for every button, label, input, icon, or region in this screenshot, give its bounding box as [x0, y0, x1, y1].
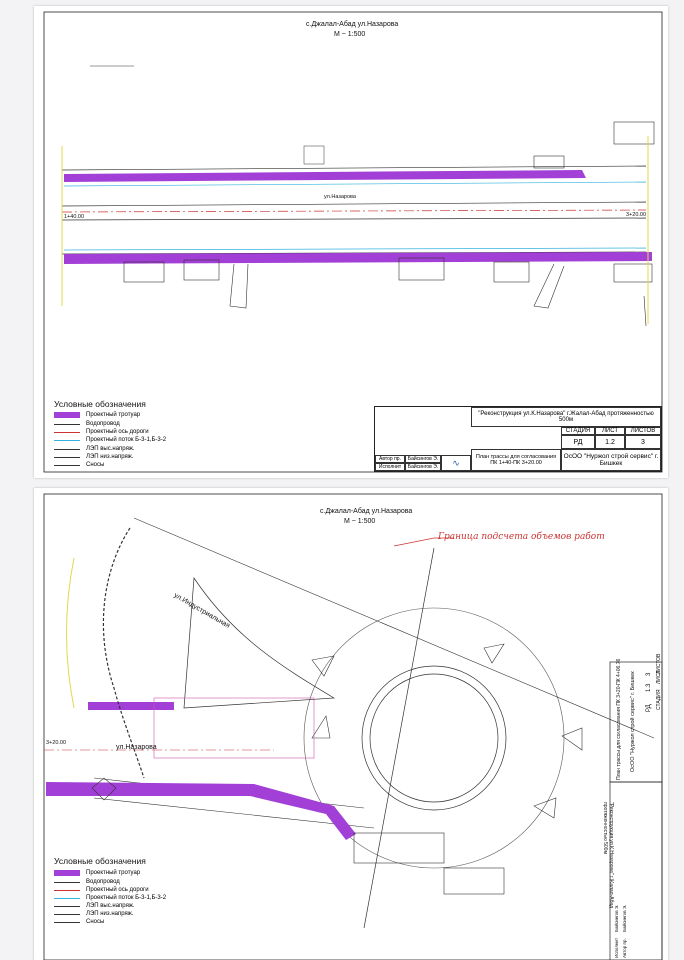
legend-label: Проектный поток Б-3-1,Б-3-2	[86, 437, 167, 443]
tb-drawing: План трассы для согласования ПК 3+20-ПК 4+06.76	[616, 658, 622, 780]
tb-project: "Реконструкция ул.К.Назарова" г.Жалал-Абад протяженностью 500м	[471, 407, 661, 427]
legend-label: Проектный тротуар	[86, 412, 141, 418]
legend-swatch	[54, 412, 80, 418]
legend-swatch	[54, 465, 80, 466]
legend-swatch	[54, 424, 80, 425]
tb-author-name: Байсингов Э.	[622, 904, 627, 932]
legend-swatch	[54, 890, 80, 891]
legend-title: Условные обозначения	[54, 856, 146, 866]
legend-swatch	[54, 440, 80, 441]
street-label: ул.Назарова	[324, 194, 356, 200]
station-start: 1+40.00	[64, 214, 85, 220]
legend-swatch	[54, 432, 80, 433]
tb-executor-role: Исполнит	[614, 937, 619, 958]
legend-item	[54, 870, 140, 876]
tb-company: ОсОО "Нуржол строй сервис" г. Бишкек	[630, 671, 636, 772]
street-label-2: ул.Индустриальная	[172, 592, 231, 630]
legend-label: Сносы	[86, 462, 105, 468]
legend-item	[54, 437, 166, 443]
legend-item	[54, 903, 135, 909]
tb-executor-name: Байсингов Э.	[405, 463, 441, 471]
tb-sheet: 1.3	[646, 683, 652, 692]
legend-label: ЛЭП низ.напряж.	[86, 454, 134, 460]
station-end: 3+20.00	[626, 212, 647, 218]
legend-item	[54, 429, 149, 435]
legend-swatch	[54, 922, 80, 923]
legend-swatch	[54, 870, 80, 876]
legend-swatch	[54, 906, 80, 907]
legend-item	[54, 895, 166, 901]
legend-item	[54, 421, 120, 427]
tb-sheets-header: ЛИСТОВ	[625, 427, 661, 435]
legend-label: Водопровод	[86, 421, 120, 427]
legend-label: Проектный ось дороги	[86, 887, 149, 893]
legend-label: ЛЭП низ.напряж.	[86, 911, 134, 917]
tb-stage-header: СТАДИЯ	[561, 427, 595, 435]
tb-sheets: 3	[625, 435, 661, 449]
station: 3+20.00	[46, 740, 67, 746]
tb-project: "Реконструкция ул.К.Назарова" г.Жалал-Абад протяженностью 500м	[602, 802, 614, 909]
legend-swatch	[54, 898, 80, 899]
legend-label: Сносы	[86, 919, 105, 925]
tb-stage-header: СТАДИЯ	[656, 689, 662, 710]
tb-executor-name: Байсингов Э.	[614, 904, 619, 932]
drawing-sheet-2	[34, 488, 668, 960]
tb-stage: РД	[561, 435, 595, 449]
tb-author-role: Автор пр.	[375, 455, 405, 463]
signature-image: ∿	[441, 455, 471, 471]
tb-author-role: Автор пр.	[622, 938, 627, 958]
legend-label: Водопровод	[86, 879, 120, 885]
legend-item	[54, 887, 149, 893]
legend-label: Проектный тротуар	[86, 870, 141, 876]
title-block	[374, 406, 662, 472]
legend-item	[54, 446, 135, 452]
legend-label: Проектный поток Б-3-1,Б-3-2	[86, 895, 167, 901]
tb-stage: РД	[646, 704, 652, 712]
title-block-rotated	[602, 653, 662, 960]
boundary-note: Граница подсчета объемов работ	[438, 532, 605, 542]
tb-sheet-header: ЛИСТ	[595, 427, 625, 435]
legend-swatch	[54, 449, 80, 450]
tb-sheet: 1.2	[595, 435, 625, 449]
legend-swatch	[54, 882, 80, 883]
legend-label: ЛЭП выс.напряж.	[86, 903, 135, 909]
legend-item	[54, 454, 133, 460]
tb-company: ОсОО "Нуржол строй сервис" г. Бишкек	[561, 449, 661, 471]
legend-item	[54, 919, 104, 925]
drawing-sheet-1	[34, 6, 668, 478]
header-line1: с.Джалал-Абад ул.Назарова	[320, 508, 413, 515]
legend-title: Условные обозначения	[54, 399, 146, 409]
tb-author-name: Байсингов Э.	[405, 455, 441, 463]
header-line1: с.Джалал-Абад ул.Назарова	[306, 21, 399, 28]
tb-drawing: План трассы для согласования ПК 1+40-ПК 3+20.00	[471, 449, 561, 471]
tb-sheets-header: ЛИСТОВ	[656, 653, 662, 674]
legend-item	[54, 412, 140, 418]
legend-item	[54, 911, 133, 917]
legend-item	[54, 462, 104, 468]
header-line2: М ~ 1:500	[344, 518, 376, 525]
legend-label: ЛЭП выс.напряж.	[86, 446, 135, 452]
header-line2: М ~ 1:500	[334, 31, 366, 38]
legend-item	[54, 879, 120, 885]
street-label: ул.Назарова	[116, 744, 157, 751]
legend-swatch	[54, 914, 80, 915]
legend-swatch	[54, 457, 80, 458]
legend-label: Проектный ось дороги	[86, 429, 149, 435]
tb-sheet-header: ЛИСТ	[656, 670, 662, 684]
tb-sheets: 3	[646, 672, 652, 676]
tb-executor-role: Исполнит	[375, 463, 405, 471]
